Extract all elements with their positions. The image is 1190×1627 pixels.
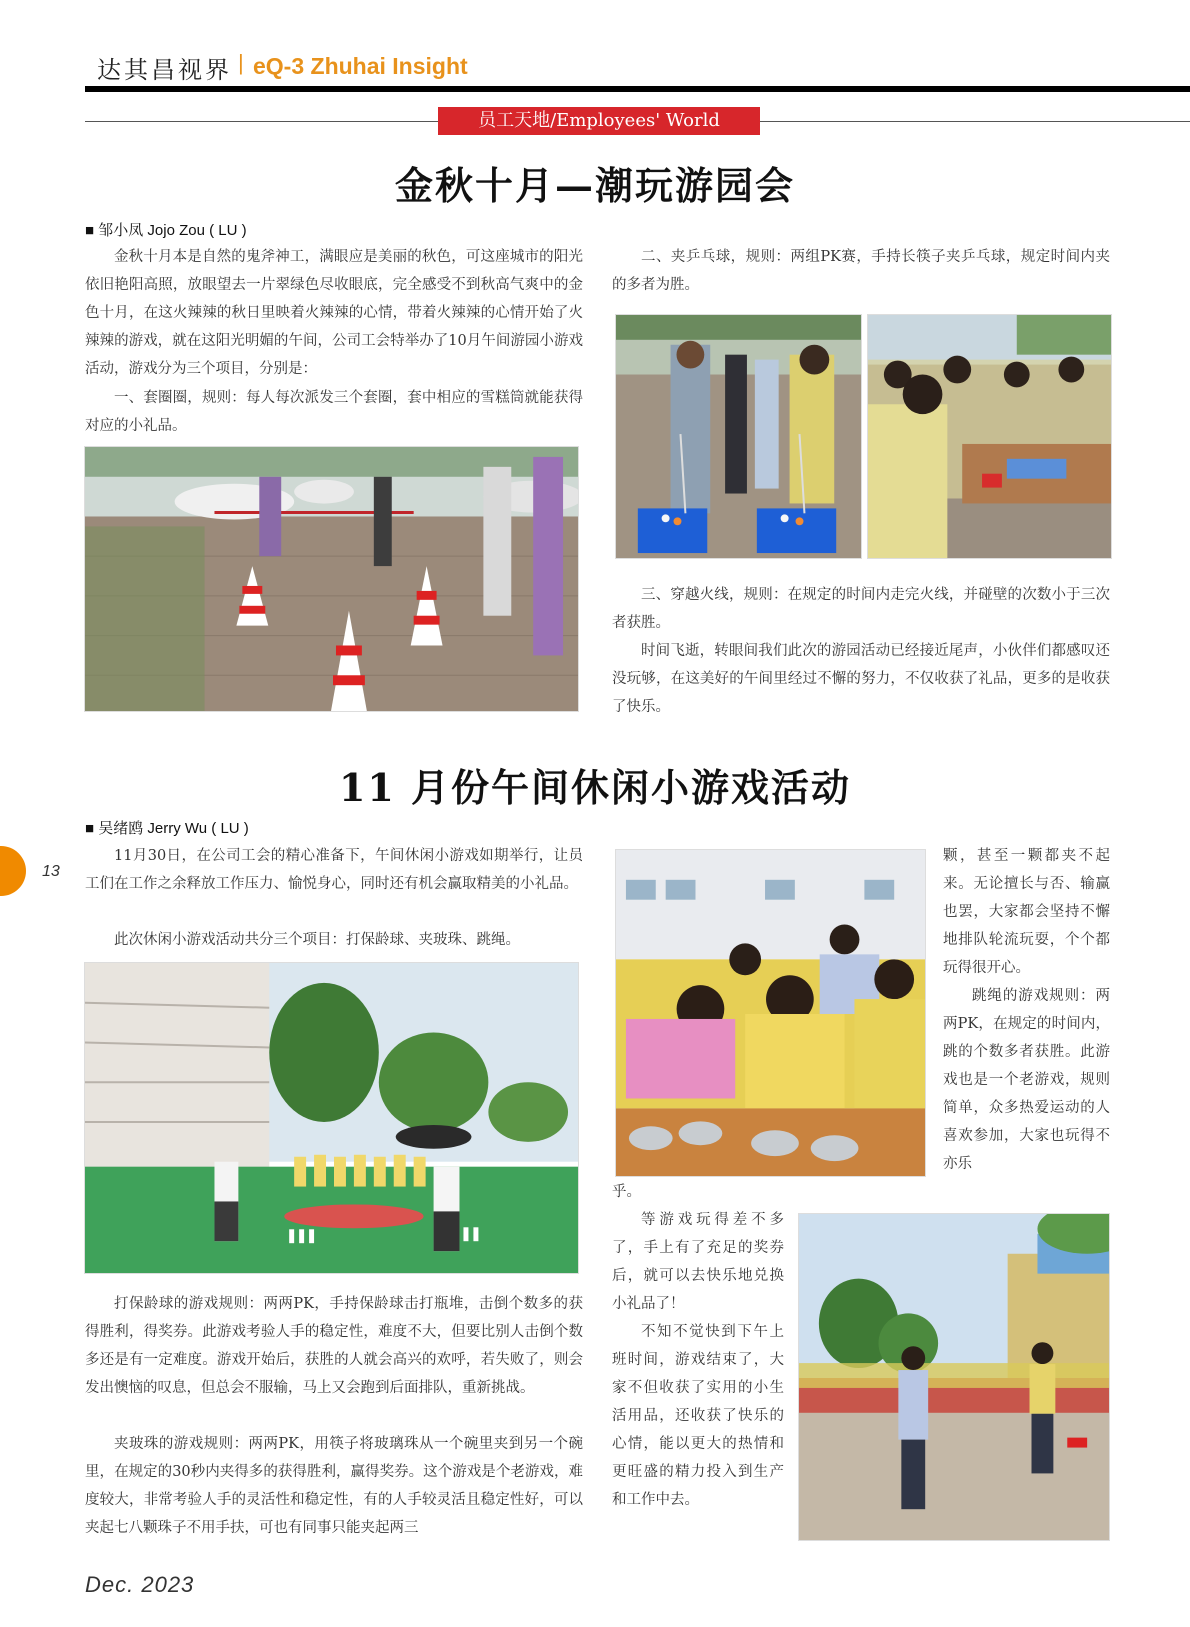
article2-title: 11 月份午间休闲小游戏活动	[338, 765, 852, 810]
issue-date: Dec. 2023	[85, 1572, 195, 1597]
chopsticks-pingpong-photo-left	[615, 314, 862, 559]
brand-separator: |	[238, 50, 244, 75]
article1-para1: 金秋十月本是自然的鬼斧神工，满眼应是美丽的秋色，可这座城市的阳光依旧艳阳高照，放眼望去一片翠绿色尽收眼底，完全感受不到秋高气爽中的金色十月，在这火辣辣的秋日里映着火辣辣的心情，带着火辣辣的心情开始了火辣辣的游戏，就在这阳光明媚的午间，公司工会特举办了10月午间游园小游戏活动，游戏分为三个项目，分别是：	[85, 249, 583, 377]
header-rule	[85, 86, 1190, 92]
article2-para2: 此次休闲小游戏活动共分三个项目：打保龄球、夹玻珠、跳绳。	[114, 932, 520, 948]
ring-toss-photo	[84, 446, 579, 712]
article2-para4: 夹玻珠的游戏规则：两两PK，用筷子将玻璃珠从一个碗里夹到另一个碗里，在规定的30秒内夹得多的获得胜利，赢得奖券。这个游戏是个老游戏，难度较大，非常考验人手的灵活性和稳定性，有的人手较灵活且稳定性好，可以夹起七八颗珠子不用手扶，可也有同事只能夹起两三	[85, 1436, 583, 1536]
article1-para3: 二、夹乒乓球，规则：两组PK赛，手持长筷子夹乒乓球，规定时间内夹的多者为胜。	[612, 249, 1110, 293]
article2-para6-end: 乎。	[612, 1184, 641, 1200]
article2-byline: ■ 吴绪鸥 Jerry Wu ( LU )	[85, 820, 249, 837]
brand-chinese-name: 达其昌视界	[97, 56, 232, 84]
article2-para3: 打保龄球的游戏规则：两两PK，手持保龄球击打瓶堆，击倒个数多的获得胜利，得奖券。此游戏考验人手的稳定性，难度不大，但要比别人击倒个数多还是有一定难度。游戏开始后，获胜的人就会高兴的欢呼，若失败了，则会发出懊恼的叹息，但总会不服输，马上又会跑到后面排队，重新挑战。	[85, 1296, 583, 1396]
marble-chopsticks-photo	[615, 849, 926, 1177]
brand-english-name: eQ-3 Zhuhai Insight	[253, 53, 468, 79]
page-number-tab	[0, 846, 26, 896]
jump-rope-photo	[798, 1213, 1110, 1541]
section-tag: 员工天地/Employees' World	[438, 107, 760, 135]
bowling-game-photo	[84, 962, 579, 1274]
chopsticks-pingpong-photo-right	[867, 314, 1112, 559]
article1-para2: 一、套圈圈，规则：每人每次派发三个套圈，套中相应的雪糕筒就能获得对应的小礼品。	[85, 390, 583, 434]
article2-para5: 颗，甚至一颗都夹不起来。无论擅长与否、输赢也罢，大家都会坚持不懈地排队轮流玩耍，个个都玩得很开心。	[943, 848, 1110, 976]
article2-para7: 等游戏玩得差不多了，手上有了充足的奖券后，就可以去快乐地兑换小礼品了！	[612, 1212, 784, 1312]
article1-para4: 三、穿越火线，规则：在规定的时间内走完火线，并碰壁的次数小于三次者获胜。	[612, 587, 1110, 631]
article2-para8: 不知不觉快到下午上班时间，游戏结束了，大家不但收获了实用的小生活用品，还收获了快乐的心情，能以更大的热情和更旺盛的精力投入到生产和工作中去。	[612, 1324, 784, 1508]
article1-byline: ■ 邹小凤 Jojo Zou ( LU )	[85, 222, 247, 239]
article1-title: 金秋十月—潮玩游园会	[394, 163, 795, 208]
article2-para1: 11月30日，在公司工会的精心准备下，午间休闲小游戏如期举行，让员工们在工作之余释放工作压力、愉悦身心，同时还有机会赢取精美的小礼品。	[85, 848, 583, 892]
article2-para6: 跳绳的游戏规则：两两PK，在规定的时间内，跳的个数多者获胜。此游戏也是一个老游戏，规则简单，众多热爱运动的人喜欢参加，大家也玩得不亦乐	[943, 988, 1110, 1172]
page-number: 13	[42, 863, 60, 880]
article1-para5: 时间飞逝，转眼间我们此次的游园活动已经接近尾声，小伙伴们都感叹还没玩够，在这美好的午间里经过不懈的努力，不仅收获了礼品，更多的是收获了快乐。	[612, 643, 1110, 715]
